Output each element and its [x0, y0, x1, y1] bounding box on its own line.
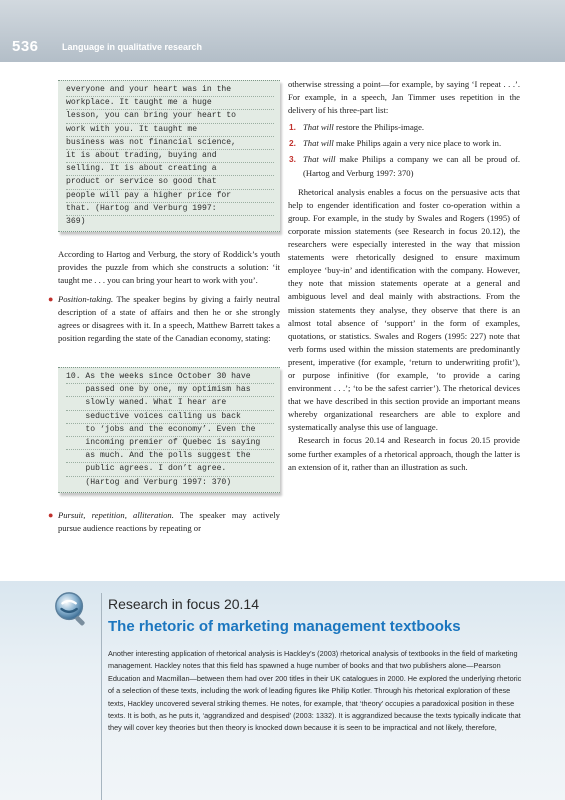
quote-line: (Hartog and Verburg 1997: 370): [66, 477, 232, 487]
quote-line: everyone and your heart was in the: [66, 84, 274, 97]
list-item: [288, 121, 520, 134]
paragraph-roddick: According to Hartog and Verburg, the story of Roddick’s youth provides the puzzle from which she constructs a solution: ‘it taught me . . . you can bring your heart to work with you’.: [58, 249, 280, 286]
quote-line: seductive voices calling us back: [66, 411, 274, 424]
quote-line: public agrees. I don’t agree.: [66, 463, 274, 476]
focus-paragraph: Another interesting application of rhetorical analysis is Hackley’s (2003) rhetorical analysis of textbooks in the field of marketing management. Hackley notes that this field has spawned a huge number of books and that two publishers alone—Pearson Education and Macmillan—between them had over 200 titles in their UK catalogues in 2000. He explored the underlying rhetoric of a selection of these texts, including the work of leading figures like Philip Kotler. Through his rhetorical exploration of these texts, Hackley uncovered several striking themes. He notes, for example, that ‘theory’ occupies a paradoxical position in these texts. It is both, as he puts it, ‘aggrandized and despised’ (2003: 1332). It is aggrandized because the texts typically indicate that they will cover key theories but then theory is knocked down because it is seen to be impractical and not likely, therefore,: [108, 649, 522, 733]
bullet-term: Pursuit, repetition, alliteration.: [58, 509, 174, 520]
quote-line: passed one by one, my optimism has: [66, 384, 274, 397]
quote-line: business was not financial science,: [66, 137, 274, 150]
list-text: restore the Philips-image.: [333, 122, 425, 133]
focus-body: [108, 648, 522, 735]
quote-line: workplace. It taught me a huge: [66, 97, 274, 110]
paragraph-rhetorical-analysis: Rhetorical analysis enables a focus on the persuasive acts that help to engender identification and foster co-operation within a group. For example, in the study by Swales and Rogers (1995) of corporate mission statements (see Research in focus 20.12), the researchers were especially interested in the way that mission statements were rhetorically designed to ensure maximum employee ‘buy-in’ and identification with the company. However, they note that mission statements operate at a general and ambiguous level and deal mainly with abstractions. From the mission statements they analyse, they observe that there is an almost total absence of ‘support’ in the form of examples, quotations, or statistics. Swales and Rogers (1995: 227) note that verb forms used within the mission statements are predominantly present, imperative (for example, ‘return to underwriting profit’), or purpose infinitive (for example, ‘to provide a caring environment . . .’; ‘to be the safest carrier’). The rhetorical devices that we have described in this section provide an important means whereby organizational researchers are able to explore and systematically analyse this use of language.: [288, 186, 520, 433]
list-emphasis: That will: [303, 154, 336, 165]
list-number: 3.: [289, 154, 296, 165]
list-emphasis: That will: [303, 122, 334, 133]
numbered-list: [288, 121, 520, 179]
quote-box-roddick: [58, 80, 280, 232]
quote-line: it is about trading, buying and: [66, 150, 274, 163]
right-column: [288, 78, 520, 474]
bullet-pursuit: [48, 509, 280, 535]
bullet-dot-icon: ●: [48, 293, 54, 304]
left-body: [48, 248, 280, 345]
bullet-dot-icon: ●: [48, 509, 54, 520]
left-column: [48, 80, 280, 535]
bullet-term: Position-taking.: [58, 293, 114, 304]
bullet-text: The speaker may actively pursue audience reactions by repeating or: [58, 509, 280, 533]
bullet-text: The speaker begins by giving a fairly neutral description of a state of affairs and then he or she strongly agrees or disagrees with it. In a speech, Matthew Barrett takes a position regarding the state of the Canadian economy, stating:: [58, 293, 280, 343]
quote-line: that. (Hartog and Verburg 1997:: [66, 203, 274, 216]
header-bar: [0, 0, 565, 62]
quote-line: incoming premier of Quebec is saying: [66, 437, 274, 450]
list-item: [288, 153, 520, 179]
bullet-position-taking: [48, 293, 280, 345]
paragraph-intro: otherwise stressing a point—for example, by saying ‘I repeat . . .’. For example, in a speech, Jan Timmer uses repetition in the delivery of his three-part list:: [288, 79, 520, 116]
focus-label: Research in focus 20.14: [108, 596, 259, 612]
list-text: make Philips again a very nice place to work in.: [333, 138, 502, 149]
list-text: make Philips a company we can all be proud of. (Hartog and Verburg 1997: 370): [303, 154, 520, 178]
quote-box-barrett: [58, 367, 280, 493]
page-number: 536: [12, 38, 39, 55]
quote-line: product or service so good that: [66, 176, 274, 189]
left-body-bottom: [48, 509, 280, 535]
list-emphasis: That will: [303, 138, 334, 149]
paragraph-further-examples: Research in focus 20.14 and Research in focus 20.15 provide some further examples of a rhetorical approach, though the latter is an extension of it, rather than an illustration as such.: [288, 435, 520, 472]
list-number: 2.: [289, 138, 296, 149]
quote-line: people will pay a higher price for: [66, 190, 274, 203]
quote-line: to ‘jobs and the economy’. Even the: [66, 424, 274, 437]
quote-line: work with you. It taught me: [66, 124, 274, 137]
magnifier-icon: [52, 590, 90, 628]
list-number: 1.: [289, 122, 296, 133]
quote-line: selling. It is about creating a: [66, 163, 274, 176]
focus-title: The rhetoric of marketing management textbooks: [108, 618, 461, 635]
quote-line: slowly waned. What I hear are: [66, 397, 274, 410]
running-head: Language in qualitative research: [62, 42, 203, 52]
quote-line: 10. As the weeks since October 30 have: [66, 371, 274, 384]
quote-line: lesson, you can bring your heart to: [66, 110, 274, 123]
list-item: [288, 137, 520, 150]
focus-divider: [101, 593, 102, 800]
quote-line: 369): [66, 217, 86, 227]
quote-line: as much. And the polls suggest the: [66, 450, 274, 463]
